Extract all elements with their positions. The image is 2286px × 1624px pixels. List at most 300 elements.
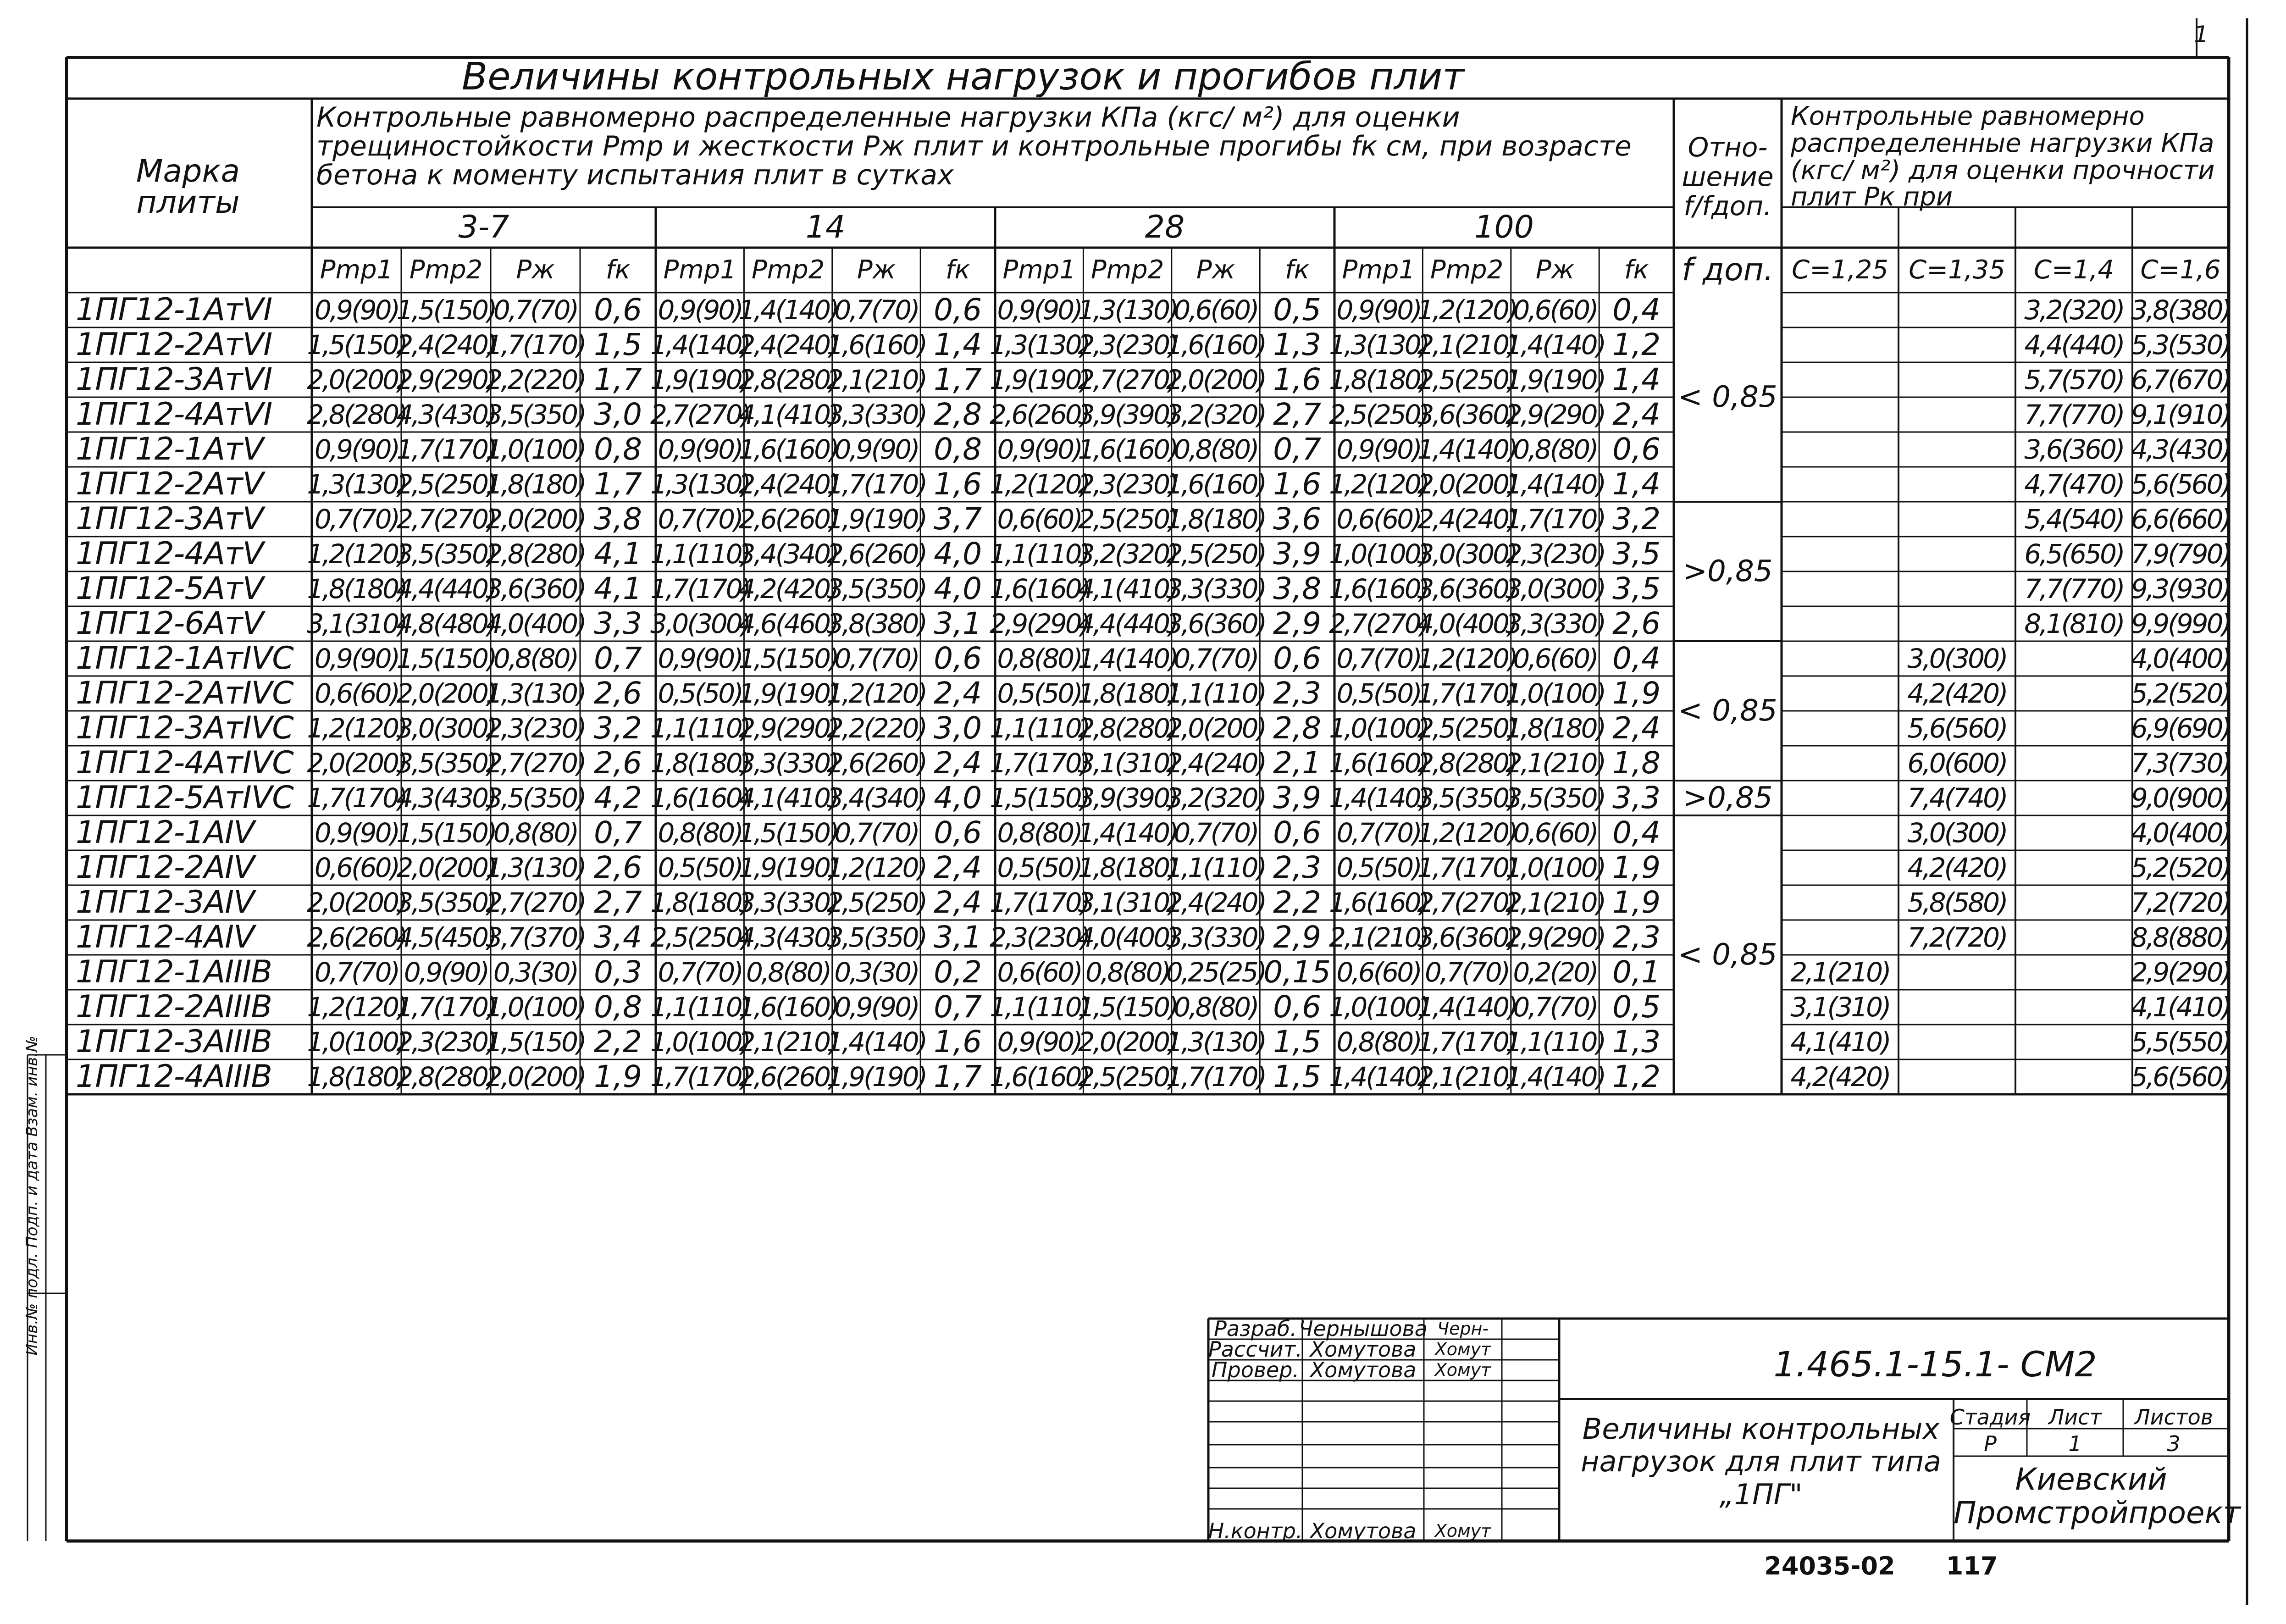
row-mark: 1ПГ12-3АтIVС bbox=[76, 710, 293, 746]
table-cell: 0,9(90) bbox=[314, 294, 399, 326]
table-cell: 2,8(280) bbox=[486, 538, 585, 570]
table-cell: 2,8(280) bbox=[738, 364, 838, 395]
table-cell: 0,8(80) bbox=[997, 817, 1081, 848]
strength-cell: 4,0(400) bbox=[2131, 817, 2231, 848]
table-cell: 1,0(100) bbox=[486, 434, 585, 465]
table-cell: 2,0(200) bbox=[396, 852, 496, 883]
table-cell: 0,7(70) bbox=[314, 504, 399, 535]
table-cell: 1,4(140) bbox=[738, 294, 838, 326]
table-cell: 0,5 bbox=[1612, 989, 1661, 1025]
table-cell: 1,5 bbox=[1273, 1024, 1322, 1059]
table-cell: 1,1(110) bbox=[990, 992, 1089, 1023]
table-cell: 1,9 bbox=[1612, 676, 1661, 711]
table-cell: 1,3(130) bbox=[1329, 329, 1428, 360]
table-cell: 2,4(240) bbox=[1166, 748, 1266, 779]
table-cell: 2,3(230) bbox=[396, 1026, 496, 1058]
table-cell: 0,6(60) bbox=[997, 504, 1081, 535]
table-cell: 0,6(60) bbox=[314, 852, 399, 883]
table-cell: 2,3(230) bbox=[1078, 469, 1177, 500]
table-cell: 1,3(130) bbox=[990, 329, 1089, 360]
table-cell: 2,6(260) bbox=[826, 748, 926, 779]
strength-cell: 4,1(410) bbox=[2131, 992, 2231, 1023]
table-cell: 3,2(320) bbox=[1166, 399, 1266, 430]
table-cell: 0,9(90) bbox=[314, 434, 399, 465]
stamp-sign: Хомут bbox=[1434, 1521, 1491, 1541]
table-cell: 2,9(290) bbox=[396, 364, 496, 395]
table-cell: 0,9(90) bbox=[314, 643, 399, 674]
stamp-sign: Хомут bbox=[1434, 1339, 1491, 1359]
table-cell: 2,7 bbox=[594, 885, 642, 920]
table-cell: 1,9(190) bbox=[738, 852, 838, 883]
table-cell: 4,5(450) bbox=[396, 922, 496, 953]
table-cell: 1,4(140) bbox=[1505, 1061, 1605, 1092]
table-cell: 2,0(200) bbox=[486, 1061, 585, 1092]
table-cell: 0,2 bbox=[934, 954, 982, 990]
table-cell: 3,0 bbox=[934, 710, 982, 746]
table-cell: 2,4 bbox=[934, 885, 982, 920]
table-cell: 1,5(150) bbox=[396, 643, 496, 674]
table-cell: 2,8(280) bbox=[1417, 748, 1517, 779]
table-cell: 1,8 bbox=[1612, 745, 1661, 781]
table-cell: 0,7(70) bbox=[658, 957, 742, 988]
strength-cell: 9,3(930) bbox=[2131, 573, 2231, 604]
row-mark: 1ПГ12-1АIIIВ bbox=[76, 954, 272, 990]
table-cell: 4,6(460) bbox=[738, 608, 838, 639]
row-mark: 1ПГ12-3АтVI bbox=[76, 361, 272, 398]
row-mark: 1ПГ12-1АтIVС bbox=[76, 640, 293, 676]
strength-cell: 3,6(360) bbox=[2024, 434, 2124, 465]
table-cell: 4,0(400) bbox=[486, 608, 585, 639]
table-cell: 4,8(480) bbox=[396, 608, 496, 639]
table-cell: 2,4 bbox=[934, 745, 982, 781]
table-cell: 1,0(100) bbox=[486, 992, 585, 1023]
table-cell: 1,3(130) bbox=[307, 469, 406, 500]
table-cell: 0,7(70) bbox=[834, 294, 919, 326]
table-cell: 4,1 bbox=[594, 536, 642, 571]
table-cell: 2,9(290) bbox=[990, 608, 1089, 639]
table-cell: 2,1(210) bbox=[738, 1026, 838, 1058]
table-cell: 1,3(130) bbox=[1166, 1026, 1266, 1058]
table-cell: 1,5(150) bbox=[307, 329, 406, 360]
table-cell: 3,3(330) bbox=[826, 399, 926, 430]
table-cell: 1,5(150) bbox=[738, 817, 838, 848]
c-value-header: С=1,25 bbox=[1792, 255, 1888, 285]
table-cell: 1,5 bbox=[594, 327, 642, 362]
table-cell: 0,9(90) bbox=[1336, 434, 1421, 465]
table-cell: 2,5(250) bbox=[1417, 713, 1517, 744]
table-cell: 1,6(160) bbox=[1166, 329, 1266, 360]
table-cell: 3,0(300) bbox=[1505, 573, 1605, 604]
table-cell: 3,0(300) bbox=[396, 713, 496, 744]
table-cell: 0,9(90) bbox=[997, 294, 1081, 326]
sub-column-header: Рmp2 bbox=[409, 255, 483, 285]
row-mark: 1ПГ12-2АтV bbox=[76, 466, 264, 502]
table-cell: 1,3(130) bbox=[486, 678, 585, 709]
table-cell: 4,0 bbox=[934, 780, 982, 815]
table-cell: 1,8(180) bbox=[1505, 713, 1605, 744]
table-cell: 1,1(110) bbox=[1166, 678, 1266, 709]
table-cell: 2,1(210) bbox=[1417, 1061, 1517, 1092]
table-cell: 1,5 bbox=[1273, 1059, 1322, 1094]
table-cell: 3,3(330) bbox=[738, 748, 838, 779]
strength-cell: 5,5(550) bbox=[2131, 1026, 2231, 1058]
organization: Киевский Промстройпроект bbox=[1954, 1462, 2241, 1530]
table-cell: 0,9(90) bbox=[834, 992, 919, 1023]
table-cell: 2,2 bbox=[594, 1024, 642, 1059]
table-cell: 3,6(360) bbox=[1417, 922, 1517, 953]
table-cell: 0,9(90) bbox=[658, 434, 742, 465]
table-cell: 1,8(180) bbox=[1078, 852, 1177, 883]
table-cell: 1,2(120) bbox=[1417, 294, 1517, 326]
table-cell: 0,4 bbox=[1612, 292, 1661, 327]
table-cell: 2,1(210) bbox=[1329, 922, 1428, 953]
table-cell: 1,6(160) bbox=[990, 573, 1089, 604]
table-cell: 3,5(350) bbox=[396, 748, 496, 779]
table-cell: 0,8 bbox=[594, 989, 642, 1025]
table-cell: 3,3 bbox=[594, 606, 642, 641]
c-value-header: С=1,35 bbox=[1909, 255, 2005, 285]
table-cell: 4,1(410) bbox=[738, 782, 838, 814]
age-group-header: 28 bbox=[1145, 209, 1185, 245]
strength-cell: 5,3(530) bbox=[2131, 329, 2231, 360]
table-cell: 3,1 bbox=[934, 606, 982, 641]
table-cell: 3,2 bbox=[594, 710, 642, 746]
table-cell: 3,2(320) bbox=[1078, 538, 1177, 570]
table-cell: 3,6(360) bbox=[486, 573, 585, 604]
sub-column-header: fк bbox=[945, 255, 970, 285]
table-cell: 3,5(350) bbox=[1505, 782, 1605, 814]
table-cell: 0,6 bbox=[934, 641, 982, 676]
ratio-label: < 0,85 bbox=[1678, 694, 1777, 728]
table-cell: 0,6(60) bbox=[1513, 643, 1597, 674]
strength-cell: 7,2(720) bbox=[2131, 887, 2231, 918]
table-cell: 1,5(150) bbox=[396, 817, 496, 848]
strength-cell: 2,9(290) bbox=[2131, 957, 2231, 988]
table-cell: 3,5(350) bbox=[486, 782, 585, 814]
table-cell: 0,7 bbox=[934, 989, 982, 1025]
table-cell: 3,6(360) bbox=[1417, 573, 1517, 604]
strength-cell: 3,1(310) bbox=[1790, 992, 1890, 1023]
table-cell: 2,9(290) bbox=[738, 713, 838, 744]
strength-cell: 4,7(470) bbox=[2024, 469, 2124, 500]
table-cell: 4,1(410) bbox=[738, 399, 838, 430]
table-cell: 1,2 bbox=[1612, 327, 1661, 362]
table-cell: 2,1(210) bbox=[1505, 887, 1605, 918]
table-cell: 0,7 bbox=[594, 815, 642, 850]
table-cell: 1,6(160) bbox=[826, 329, 926, 360]
table-cell: 0,7(70) bbox=[1336, 817, 1421, 848]
table-cell: 3,5(350) bbox=[1417, 782, 1517, 814]
row-mark: 1ПГ12-5АтIVС bbox=[76, 780, 293, 816]
table-cell: 1,5(150) bbox=[396, 294, 496, 326]
table-cell: 2,4(240) bbox=[738, 329, 838, 360]
table-cell: 2,7(270) bbox=[486, 748, 585, 779]
table-cell: 1,3(130) bbox=[650, 469, 750, 500]
table-cell: 2,5(250) bbox=[1417, 364, 1517, 395]
table-cell: 3,3(330) bbox=[1166, 573, 1266, 604]
table-cell: 0,6(60) bbox=[314, 678, 399, 709]
strength-cell: 9,1(910) bbox=[2131, 399, 2231, 430]
table-cell: 0,3 bbox=[594, 954, 642, 990]
table-cell: 1,4(140) bbox=[1505, 329, 1605, 360]
strength-cell: 3,2(320) bbox=[2024, 294, 2124, 326]
table-cell: 1,5(150) bbox=[486, 1026, 585, 1058]
table-cell: 2,3(230) bbox=[1078, 329, 1177, 360]
table-cell: 0,7(70) bbox=[1336, 643, 1421, 674]
sub-column-header: Рmp1 bbox=[1342, 255, 1415, 285]
table-cell: 2,7(270) bbox=[1417, 887, 1517, 918]
table-cell: 0,2(20) bbox=[1513, 957, 1597, 988]
table-cell: 4,0(400) bbox=[1078, 922, 1177, 953]
table-cell: 1,9 bbox=[594, 1059, 642, 1094]
table-cell: 0,9(90) bbox=[997, 434, 1081, 465]
table-cell: 0,7 bbox=[594, 641, 642, 676]
table-cell: 1,7(170) bbox=[826, 469, 926, 500]
strength-cell: 4,1(410) bbox=[1790, 1026, 1890, 1058]
table-cell: 1,2(120) bbox=[826, 678, 926, 709]
table-cell: 2,5(250) bbox=[1078, 504, 1177, 535]
sheet-label: Лист bbox=[2048, 1405, 2102, 1430]
table-cell: 0,7(70) bbox=[1513, 992, 1597, 1023]
table-cell: 1,8(180) bbox=[650, 887, 750, 918]
sub-column-header: Рmp1 bbox=[1002, 255, 1076, 285]
row-mark: 1ПГ12-4АтIVС bbox=[76, 745, 293, 781]
strength-cell: 3,8(380) bbox=[2131, 294, 2231, 326]
row-mark: 1ПГ12-2АтIVС bbox=[76, 675, 293, 711]
table-cell: 2,3(230) bbox=[1505, 538, 1605, 570]
table-cell: 0,6(60) bbox=[997, 957, 1081, 988]
table-cell: 3,9 bbox=[1273, 536, 1322, 571]
table-cell: 1,8(180) bbox=[1329, 364, 1428, 395]
table-cell: 1,0(100) bbox=[1329, 713, 1428, 744]
row-mark: 1ПГ12-3АIIIВ bbox=[76, 1024, 272, 1060]
row-mark: 1ПГ12-3АIV bbox=[76, 884, 255, 920]
table-cell: 1,8(180) bbox=[1078, 678, 1177, 709]
table-cell: 3,7(370) bbox=[486, 922, 585, 953]
table-cell: 4,1(410) bbox=[1078, 573, 1177, 604]
table-cell: 3,8(380) bbox=[826, 608, 926, 639]
table-cell: 0,6 bbox=[1273, 815, 1322, 850]
table-cell: 1,2(120) bbox=[1417, 817, 1517, 848]
table-cell: 3,0 bbox=[594, 397, 642, 432]
sheets-label: Листов bbox=[2134, 1405, 2213, 1430]
strength-cell: 7,2(720) bbox=[1907, 922, 2007, 953]
table-cell: 2,4(240) bbox=[1417, 504, 1517, 535]
strength-cell: 6,7(670) bbox=[2131, 364, 2231, 395]
table-cell: 3,0(300) bbox=[650, 608, 750, 639]
table-cell: 2,7(270) bbox=[396, 504, 496, 535]
table-cell: 1,9(190) bbox=[738, 678, 838, 709]
table-cell: 1,3 bbox=[1612, 1024, 1661, 1059]
table-cell: 3,1(310) bbox=[307, 608, 406, 639]
strength-cell: 2,1(210) bbox=[1790, 957, 1890, 988]
table-cell: 3,6(360) bbox=[1166, 608, 1266, 639]
table-cell: 1,4(140) bbox=[1329, 782, 1428, 814]
table-cell: 1,8(180) bbox=[307, 573, 406, 604]
sub-column-header: fк bbox=[1284, 255, 1310, 285]
table-cell: 2,0(200) bbox=[1417, 469, 1517, 500]
table-cell: 2,9 bbox=[1273, 606, 1322, 641]
sub-column-header: Рmp1 bbox=[663, 255, 736, 285]
table-cell: 1,7(170) bbox=[396, 992, 496, 1023]
c-value-header: С=1,6 bbox=[2140, 255, 2221, 285]
table-cell: 2,4(240) bbox=[1166, 887, 1266, 918]
table-cell: 1,1(110) bbox=[990, 713, 1089, 744]
table-cell: 0,9(90) bbox=[658, 643, 742, 674]
table-cell: 2,6(260) bbox=[738, 1061, 838, 1092]
stamp-sign: Черн- bbox=[1437, 1319, 1489, 1339]
table-cell: 2,0(200) bbox=[307, 887, 406, 918]
table-cell: 1,0(100) bbox=[1505, 678, 1605, 709]
table-cell: 4,2 bbox=[594, 780, 642, 815]
table-cell: 1,9 bbox=[1612, 885, 1661, 920]
sheet-value: 1 bbox=[2068, 1431, 2082, 1456]
control-loads-caption: Контрольные равномерно распределенные нагрузки КПа (кгс/ м²) для оценки трещиностойкости Рmp и жесткости Рж плит и контрольные прогибы fк см, при возрасте бетона к моменту испытания плит в сутках bbox=[316, 101, 1632, 191]
table-cell: 1,7(170) bbox=[990, 748, 1089, 779]
table-cell: 1,1(110) bbox=[1505, 1026, 1605, 1058]
table-cell: 2,6(260) bbox=[307, 922, 406, 953]
table-cell: 2,5(250) bbox=[826, 887, 926, 918]
table-cell: 1,9(190) bbox=[1505, 364, 1605, 395]
sub-column-header: Рж bbox=[516, 255, 555, 285]
table-cell: 2,7(270) bbox=[650, 399, 750, 430]
table-cell: 0,4 bbox=[1612, 641, 1661, 676]
table-cell: 4,2(420) bbox=[738, 573, 838, 604]
table-cell: 0,6 bbox=[1273, 641, 1322, 676]
ratio-column-header: Отно-шение f/fдоп. bbox=[1682, 132, 1774, 222]
table-cell: 1,7(170) bbox=[486, 329, 585, 360]
table-cell: 1,2(120) bbox=[826, 852, 926, 883]
table-cell: 1,0(100) bbox=[307, 1026, 406, 1058]
table-cell: 4,3(430) bbox=[396, 399, 496, 430]
table-cell: 0,6(60) bbox=[1173, 294, 1258, 326]
bottom-page: 117 bbox=[1946, 1552, 1998, 1580]
strength-cell: 9,9(990) bbox=[2131, 608, 2231, 639]
table-cell: 1,7 bbox=[594, 362, 642, 397]
row-mark: 1ПГ12-6АтV bbox=[76, 605, 264, 642]
table-cell: 0,3(30) bbox=[493, 957, 578, 988]
table-cell: 1,6 bbox=[1273, 362, 1322, 397]
table-cell: 0,9(90) bbox=[314, 817, 399, 848]
strength-cell: 4,2(420) bbox=[1790, 1061, 1890, 1092]
table-cell: 0,8(80) bbox=[1513, 434, 1597, 465]
table-cell: 4,4(440) bbox=[396, 573, 496, 604]
table-cell: 1,1(110) bbox=[650, 538, 750, 570]
table-cell: 0,8 bbox=[934, 432, 982, 467]
table-cell: 0,5 bbox=[1273, 292, 1322, 327]
table-cell: 1,4(140) bbox=[826, 1026, 926, 1058]
table-cell: 2,4 bbox=[1612, 710, 1661, 746]
table-cell: 2,1(210) bbox=[1417, 329, 1517, 360]
table-cell: 1,6(160) bbox=[1166, 469, 1266, 500]
table-cell: 0,5(50) bbox=[1336, 678, 1421, 709]
doc-description: Величины контрольных нагрузок для плит типа „1ПГ" bbox=[1581, 1412, 1941, 1511]
ratio-label: < 0,85 bbox=[1678, 380, 1777, 414]
table-cell: 1,0(100) bbox=[1329, 992, 1428, 1023]
table-cell: 0,8(80) bbox=[658, 817, 742, 848]
row-mark: 1ПГ12-1АIV bbox=[76, 815, 255, 851]
table-cell: 2,8 bbox=[1273, 710, 1322, 746]
table-cell: 1,6 bbox=[934, 466, 982, 502]
strength-cell: 5,6(560) bbox=[2131, 1061, 2231, 1092]
table-cell: 2,6(260) bbox=[738, 504, 838, 535]
table-cell: 1,5(150) bbox=[738, 643, 838, 674]
sheets-value: 3 bbox=[2167, 1431, 2181, 1456]
table-cell: 2,2(220) bbox=[826, 713, 926, 744]
strength-caption: Контрольные равномерно распределенные нагрузки КПа (кгс/ м²) для оценки прочности плит Рк при bbox=[1791, 101, 2215, 212]
table-cell: 0,7 bbox=[1273, 432, 1322, 467]
age-group-header: 100 bbox=[1474, 209, 1534, 245]
table-cell: 1,6(160) bbox=[1329, 573, 1428, 604]
table-cell: 3,4 bbox=[594, 920, 642, 955]
table-cell: 2,9 bbox=[1273, 920, 1322, 955]
table-cell: 2,6 bbox=[594, 745, 642, 781]
table-cell: 2,4 bbox=[934, 850, 982, 885]
table-cell: 2,6(260) bbox=[826, 538, 926, 570]
table-cell: 0,25(25) bbox=[1166, 957, 1266, 988]
table-cell: 1,7(170) bbox=[307, 782, 406, 814]
table-cell: 1,9(190) bbox=[650, 364, 750, 395]
strength-cell: 7,4(740) bbox=[1907, 782, 2007, 814]
sheet-number-top: 1 bbox=[2194, 21, 2209, 48]
table-cell: 4,1 bbox=[594, 571, 642, 606]
strength-cell: 6,6(660) bbox=[2131, 504, 2231, 535]
table-cell: 1,7 bbox=[934, 362, 982, 397]
table-cell: 0,7(70) bbox=[1424, 957, 1509, 988]
table-cell: 3,7 bbox=[934, 501, 982, 537]
table-cell: 1,4(140) bbox=[1329, 1061, 1428, 1092]
table-cell: 3,0(300) bbox=[1417, 538, 1517, 570]
table-cell: 0,8(80) bbox=[1173, 434, 1258, 465]
table-cell: 0,3(30) bbox=[834, 957, 919, 988]
strength-cell: 7,7(770) bbox=[2024, 399, 2124, 430]
table-cell: 1,8(180) bbox=[307, 1061, 406, 1092]
table-cell: 3,8 bbox=[594, 501, 642, 537]
strength-cell: 8,8(880) bbox=[2131, 922, 2231, 953]
table-cell: 0,8(80) bbox=[493, 817, 578, 848]
table-cell: 0,6 bbox=[594, 292, 642, 327]
stamp-role: Н.контр. bbox=[1208, 1519, 1303, 1543]
row-mark: 1ПГ12-1АтV bbox=[76, 431, 264, 467]
row-mark: 1ПГ12-4АIIIВ bbox=[76, 1059, 272, 1095]
table-cell: 2,3(230) bbox=[486, 713, 585, 744]
table-cell: 2,2 bbox=[1273, 885, 1322, 920]
table-cell: 1,7 bbox=[934, 1059, 982, 1094]
sub-column-header: Рmp2 bbox=[751, 255, 825, 285]
table-cell: 2,8(280) bbox=[396, 1061, 496, 1092]
table-cell: 1,2(120) bbox=[307, 713, 406, 744]
table-cell: 0,5(50) bbox=[658, 852, 742, 883]
strength-cell: 4,0(400) bbox=[2131, 643, 2231, 674]
table-cell: 1,3(130) bbox=[1078, 294, 1177, 326]
table-cell: 3,5(350) bbox=[396, 887, 496, 918]
strength-cell: 9,0(900) bbox=[2131, 782, 2231, 814]
stamp-name: Хомутова bbox=[1310, 1337, 1417, 1362]
table-cell: 1,6(160) bbox=[990, 1061, 1089, 1092]
table-cell: 0,9(90) bbox=[834, 434, 919, 465]
table-cell: 1,2(120) bbox=[307, 992, 406, 1023]
table-cell: 1,6(160) bbox=[738, 434, 838, 465]
table-cell: 2,7(270) bbox=[486, 887, 585, 918]
table-cell: 0,9(90) bbox=[1336, 294, 1421, 326]
strength-cell: 7,3(730) bbox=[2131, 748, 2231, 779]
table-cell: 3,1(310) bbox=[1078, 887, 1177, 918]
strength-cell: 6,9(690) bbox=[2131, 713, 2231, 744]
table-cell: 2,0(200) bbox=[1078, 1026, 1177, 1058]
table-cell: 1,6(160) bbox=[1078, 434, 1177, 465]
strength-cell: 5,7(570) bbox=[2024, 364, 2124, 395]
table-cell: 1,2 bbox=[1612, 1059, 1661, 1094]
